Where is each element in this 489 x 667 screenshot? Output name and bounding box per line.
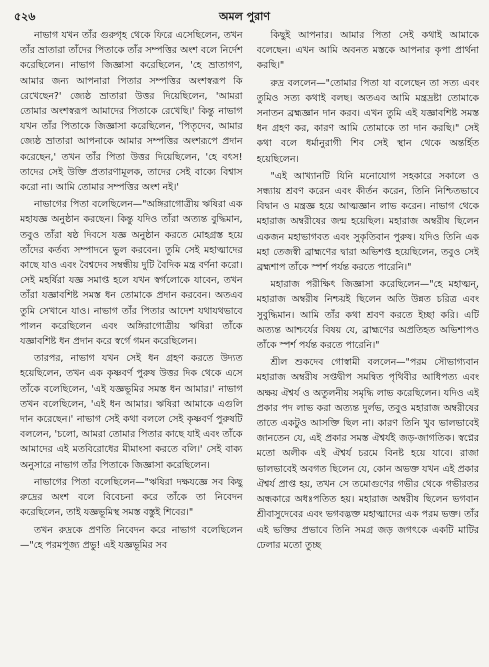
- right-column: [257, 28, 480, 661]
- paragraph: তারপর, নাভাগ যখন সেই ধন গ্রহণ করতে উদ্যত হয়েছিলেন, তখন এক কৃষ্ণবর্ণ পুরুষ উত্তর দিক থেকে এসে তাঁকে বলেছিলেন, 'এই যজ্ঞভূমির সমস্ত ধন আমার।' নাভাগ তখন বলেছিলেন, 'এই ধন আমার। ঋষিরা আমাকে এগুলি দান করেছেন।' নাভাগ সেই কথা বললে সেই কৃষ্ণবর্ণ পুরুষটি বললেন, 'চলো, আমরা তোমার পিতার কাছে যাই এবং তাঁকে আমাদের এই মতবিরোধের মীমাংসা করতে বলি।' সেই বাক্য অনুসারে নাভাগ তাঁর পিতাকে জিজ্ঞাসা করেছিলেন।: [20, 353, 243, 471]
- paragraph: রুদ্র বললেন—"তোমার পিতা যা বলেছেন তা সত্য এবং তুমিও সত্য কথাই বলছ। অতএব আমি মন্ত্রদ্রষ্টা তোমাকে সনাতন ব্রহ্মজ্ঞান দান করব। এখন তুমি এই যজ্ঞাবশিষ্ট সমস্ত ধন গ্রহণ কর, কারণ আমি তোমাকে তা দান করছি।" সেই কথা বলে ধর্মানুরাগী শিব সেই স্থান থেকে অন্তর্হিত হয়েছিলেন।: [256, 77, 479, 165]
- paragraph: মহারাজ পরীক্ষিৎ জিজ্ঞাসা করেছিলেন—"হে মহাত্মন্, মহারাজ অম্বরীষ নিশ্চয়ই ছিলেন অতি উন্নত চরিত্র এবং সুবুদ্ধিমান। আমি তাঁর কথা শ্রবণ করতে ইচ্ছা করি। এটি অত্যন্ত আশ্চর্যের বিষয় যে, ব্রাহ্মণের অপ্রতিহত অভিশাপও তাঁকে স্পর্শ পর্যন্ত করতে পারেনি।": [256, 279, 479, 352]
- text-columns: [20, 28, 479, 661]
- paragraph: তখন রুদ্রকে প্রণতি নিবেদন করে নাভাগ বলেছিলেন—"হে পরমপূজ্য প্রভু! এই যজ্ঞভূমির সব: [20, 524, 243, 551]
- left-column: [20, 28, 243, 661]
- paragraph: নাভাগের পিতা বলেছিলেন—"ঋষিরা দক্ষযজ্ঞে সব কিছু রুদ্রের অংশ বলে বিবেচনা করে তাঁকে তা নিবেদন করেছিলেন, তাই যজ্ঞভূমিস্থ সমস্ত বস্তুই শিবের।": [20, 476, 243, 519]
- paragraph: নাভাগ যখন তাঁর গুরুগৃহ থেকে ফিরে এসেছিলেন, তখন তাঁর ভ্রাতারা তাঁদের পিতাকে তাঁর সম্পত্তির অংশ বলে নির্দেশ করেছিলেন। নাভাগ জিজ্ঞাসা করেছিলেন, 'হে ভ্রাতাগণ, আমার জন্য আপনারা পিতার সম্পত্তির অংশস্বরূপ কি রেখেছেন?' জ্যেষ্ঠ ভ্রাতারা উত্তর দিয়েছিলেন, 'আমরা তোমার অংশস্বরূপ আমাদের পিতাকে রেখেছি।' কিন্তু নাভাগ যখন তাঁর পিতাকে জিজ্ঞাসা করেছিলেন, 'পিতৃদেব, আমার জ্যেষ্ঠ ভ্রাতারা আপনাকে আমার সম্পত্তির অংশরূপে প্রদান করেছেন,' তখন তাঁর পিতা উত্তর দিয়েছিলেন, 'হে বৎস! তাদের সেই উক্তি প্রতারণামূলক, তাদের সেই বাক্যে বিশ্বাস করো না। আমি তোমার সম্পত্তির অংশ নই।': [20, 30, 243, 194]
- running-title: অমল পুরাণ: [218, 10, 271, 23]
- paragraph: কিছুই আপনার। আমার পিতা সেই কথাই আমাকে বলেছেন। এখন আমি অবনত মস্তকে আপনার কৃপা প্রার্থনা করছি।": [256, 30, 479, 72]
- page-header: [14, 6, 475, 24]
- paragraph: নাভাগের পিতা বলেছিলেন—"অঙ্গিরাগোত্রীয় ঋষিরা এক মহাযজ্ঞ অনুষ্ঠান করছেন। কিন্তু যদিও তাঁরা অত্যন্ত বুদ্ধিমান, তবুও তাঁরা ষষ্ঠ দিবসে যজ্ঞ অনুষ্ঠান করতে মোহগ্রস্ত হয়ে তাঁদের কর্তব্য সম্পাদনে ভুল করবেন। তুমি সেই মহাত্মাদের কাছে যাও এবং বৈশ্বদেব সম্বন্ধীয় দুটি বৈদিক মন্ত্র বর্ণনা করো। সেই মহর্ষিরা যজ্ঞ সমাপ্ত হলে যখন স্বর্গলোকে যাবেন, তখন তাঁরা যজ্ঞাবশিষ্ট সমস্ত ধন তোমাকে প্রদান করবেন। অতএব তুমি সেখানে যাও। নাভাগ তাঁর পিতার আদেশ যথাযথভাবে পালন করেছিলেন এবং অঙ্গিরাগোত্রীয় ঋষিরা তাঁকে যজ্ঞাবশিষ্ট ধন প্রদান করে স্বর্গে গমন করেছিলেন।: [20, 199, 243, 348]
- paragraph: শ্রীল শুকদেব গোস্বামী বললেন—"পরম সৌভাগ্যবান মহারাজ অম্বরীষ সপ্তদ্বীপ সমন্বিত পৃথিবীর আধিপত্য এবং অক্ষয় ঐশ্বর্য ও অতুলনীয় সমৃদ্ধি লাভ করেছিলেন। যদিও এই প্রকার পদ লাভ করা অত্যন্ত দুর্লভ, তবুও মহারাজ অম্বরীষের তাতে একটুও আসক্তি ছিল না। কারণ তিনি খুব ভালভাবেই জানতেন যে, এই প্রকার সমস্ত ঐশ্বর্যই জড়-জাগতিক। স্বপ্নের মতো অলীক এই ঐশ্বর্য চরমে বিনষ্ট হয়ে যাবে। রাজা ভালভাবেই অবগত ছিলেন যে, কোন অভক্ত যখন এই প্রকার ঐশ্বর্য প্রাপ্ত হয়, তখন সে তমোগুণের গভীর থেকে গভীরতর অন্ধকারে অধঃপতিত হয়। মহারাজ অম্বরীষ ছিলেন ভগবান শ্রীবাসুদেবের এবং ভগবদ্ভক্ত মহাত্মাদের এক পরম ভক্ত। তাঁর এই ভক্তির প্রভাবে তিনি সমগ্র জড় জগৎকে একটি মাটির ঢেলার মতো তুচ্ছ: [256, 357, 479, 551]
- page-number: ৫২৬: [14, 10, 36, 23]
- paragraph: "এই আখ্যানটি যিনি মনোযোগ সহকারে সকালে ও সন্ধ্যায় শ্রবণ করেন এবং কীর্তন করেন, তিনি নিশ্চিতভাবে বিদ্বান ও মন্ত্রজ্ঞ হয়ে আত্মজ্ঞান লাভ করেন। নাভাগ থেকে মহারাজ অম্বরীষের জন্ম হয়েছিল। মহারাজ অম্বরীষ ছিলেন একজন মহাভাগবত এবং সুকৃতিবান পুরুষ। যদিও তিনি এক মহা তেজস্বী ব্রাহ্মণের দ্বারা অভিশপ্ত হয়েছিলেন, তবুও সেই ব্রহ্মশাপ তাঁকে স্পর্শ পর্যন্ত করতে পারেনি।": [256, 170, 479, 274]
